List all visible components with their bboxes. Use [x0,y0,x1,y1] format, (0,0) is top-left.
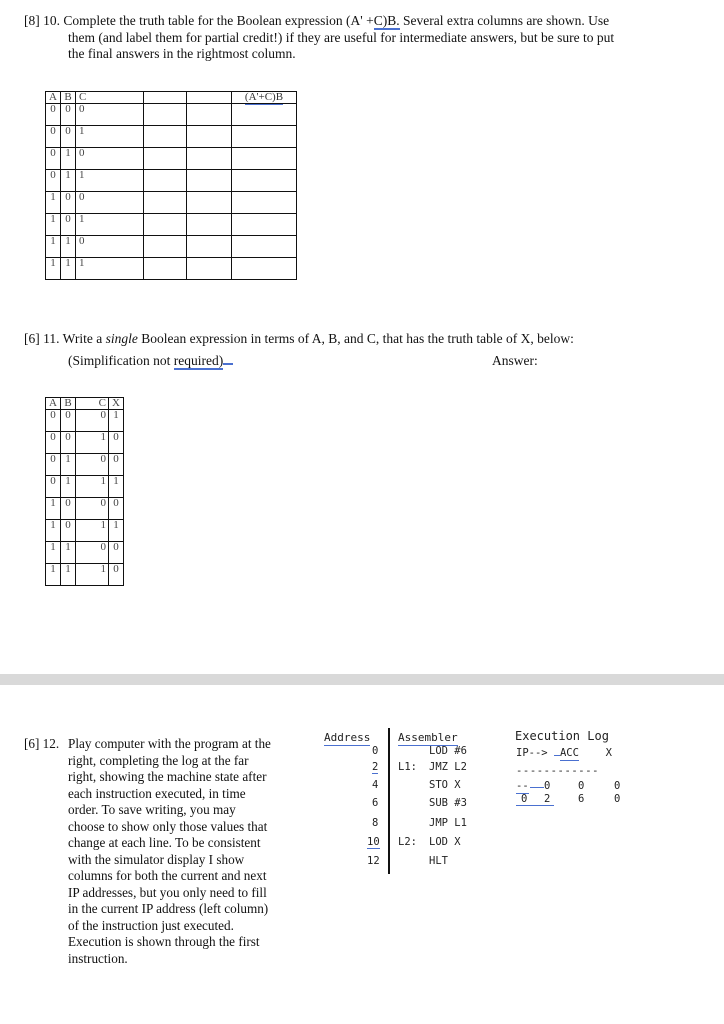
program-address: 6 [372,797,379,809]
q10-cell: 0 [61,104,76,126]
q10-answer-cell[interactable] [144,214,187,236]
q10-expression-underlined: C)B. [373,13,400,28]
q10-header-b: B [61,92,76,104]
q10-row [46,214,297,236]
program-instruction: LOD X [429,836,461,848]
q10-answer-cell[interactable] [187,104,232,126]
program-instruction: HLT [429,855,448,867]
q11-cell: 0 [46,476,61,498]
q12-number: [6] 12. [24,736,60,751]
q11-cell: 0 [46,432,61,454]
q11-row [46,454,124,476]
q10-line1 [24,13,704,30]
q11-cell: 0 [61,432,76,454]
q10-cell: 1 [76,258,144,280]
q10-row [46,192,297,214]
q12-text-line: change at each line. To be consistent [68,835,261,850]
q11-cell: 1 [109,476,124,498]
q10-answer-cell[interactable] [232,214,297,236]
q10-answer-cell[interactable] [232,104,297,126]
q10-truth-table [45,91,297,280]
q10-answer-cell[interactable] [232,258,297,280]
q10-cell: 1 [46,214,61,236]
q11-cell: 1 [61,476,76,498]
q11-cell: 0 [76,454,109,476]
q12-text-line: with the simulator display I show [68,851,245,867]
ip-header: IP--> [516,747,548,759]
q11-cell: 0 [109,542,124,564]
program-assembler-header: Assembler [398,731,458,744]
q11-cell: 1 [61,542,76,564]
q11-cell: 1 [46,542,61,564]
q11-cell: 1 [46,520,61,542]
q10-header-row [46,92,297,104]
q10-cell: 1 [76,214,144,236]
q11-text [24,331,704,348]
q10-header-extra-1[interactable] [144,92,187,104]
q10-row [46,236,297,258]
q10-cell: 1 [61,236,76,258]
q10-cell: 1 [46,236,61,258]
program-address: 12 [367,855,380,867]
program-address: 10 [367,836,380,848]
q10-cell: 1 [46,258,61,280]
q11-text-post: Boolean expression in terms of A, B, and C, that has the truth table of X, below: [137,331,574,346]
q10-line3: the final answers in the rightmost column. [68,46,296,61]
q10-cell: 0 [46,126,61,148]
program-column-divider [388,728,390,874]
execution-log-title: Execution Log [515,729,609,743]
q11-cell: 1 [109,520,124,542]
q10-text-part2: Several extra columns are shown. Use [399,13,610,28]
q11-truth-table [45,397,124,586]
q11-cell: 1 [76,564,109,586]
x-header: X [605,747,612,759]
q11-cell: 0 [61,520,76,542]
q11-row [46,542,124,564]
section-divider [0,674,724,685]
q10-answer-cell[interactable] [232,192,297,214]
q10-cell: 0 [76,192,144,214]
program-address: 4 [372,779,379,791]
q10-cell: 1 [61,258,76,280]
q10-number: [8] 10. [24,13,60,28]
q11-cell: 0 [109,432,124,454]
q10-cell: 0 [46,104,61,126]
q12-text-line: order. To save writing, you may [68,802,236,817]
program-instruction: STO X [429,779,461,791]
q10-answer-cell[interactable] [144,148,187,170]
q10-cell: 1 [46,192,61,214]
q10-row [46,258,297,280]
q11-header-c: C [76,398,109,410]
q10-cell: 0 [61,192,76,214]
log-row-2: 0 2 6 0 [516,793,646,809]
q11-header-row [46,398,124,410]
q10-answer-cell[interactable] [187,236,232,258]
q12-text-line: of the instruction just executed. [68,917,234,933]
acc-header: ACC [559,747,579,759]
q10-answer-cell[interactable] [187,126,232,148]
q10-cell: 1 [76,170,144,192]
q10-answer-cell[interactable] [187,258,232,280]
log-row-1: -- 0 0 0 [516,780,621,792]
q11-text-em: single [105,331,138,346]
q10-cell: 0 [46,170,61,192]
q12-text-line: IP addresses, but you only need to fill [68,884,267,900]
q12-text-line: instruction. [68,950,128,966]
q10-cell: 1 [76,126,144,148]
q11-header-a: A [46,398,61,410]
q11-cell: 0 [109,454,124,476]
q12-text-line: right, completing the log at the far [68,752,249,768]
q10-answer-cell[interactable] [232,236,297,258]
q11-cell: 1 [61,454,76,476]
q10-answer-cell[interactable] [187,148,232,170]
q10-cell: 0 [61,126,76,148]
q12-text-line: right, showing the machine state after [68,769,267,784]
q10-answer-cell[interactable] [144,192,187,214]
q10-cell: 0 [76,104,144,126]
q10-text [24,13,704,63]
q11-cell: 0 [61,410,76,432]
q10-answer-cell[interactable] [144,126,187,148]
q10-cell: 0 [61,214,76,236]
q11-cell: 0 [109,564,124,586]
q11-cell: 0 [46,454,61,476]
q10-answer-cell[interactable] [187,214,232,236]
q11-cell: 0 [61,498,76,520]
q11-cell: 1 [61,564,76,586]
program-instruction: JMZ L2 [429,761,467,773]
q11-text-pre: Write a [62,331,106,346]
q11-cell: 1 [76,520,109,542]
q10-cell: 0 [46,148,61,170]
program-label: L2: [398,836,417,848]
q10-line2: them (and label them for partial credit!) if they are useful for intermediate answers, but be sure to put [68,29,615,45]
q11-cell: 1 [46,564,61,586]
program-instruction: JMP L1 [429,817,467,829]
program-label: L1: [398,761,417,773]
q10-cell: 0 [76,148,144,170]
q10-header-extra-2[interactable] [187,92,232,104]
program-address: 2 [372,761,379,773]
q10-header-a: A [46,92,61,104]
q10-cell: 0 [76,236,144,258]
q11-cell: 0 [46,410,61,432]
q11-row [46,432,124,454]
q11-cell: 0 [109,498,124,520]
q11-simplification-note: (Simplification not required) [68,353,233,370]
q10-header-result: (A'+C)B [232,92,297,104]
q11-row [46,410,124,432]
q10-cell: 1 [61,170,76,192]
q11-cell: 0 [76,542,109,564]
q11-row [46,564,124,586]
program-address: 0 [372,745,379,757]
q11-cell: 1 [109,410,124,432]
q11-header-x: X [109,398,124,410]
q11-cell: 0 [76,410,109,432]
q12-text-line: columns for both the current and next [68,868,267,883]
q10-answer-cell[interactable] [144,170,187,192]
q10-answer-cell[interactable] [187,192,232,214]
program-instruction: SUB #3 [429,797,467,809]
q10-row [46,126,297,148]
q10-header-c: C [76,92,144,104]
program-address-header: Address [324,731,371,744]
q10-cell: 1 [61,148,76,170]
q11-row [46,498,124,520]
q10-answer-cell[interactable] [144,104,187,126]
q10-answer-cell[interactable] [144,236,187,258]
q10-row [46,104,297,126]
program-instruction: LOD #6 [429,745,467,757]
q12-text-line: Execution is shown through the first [68,934,260,949]
q12-text-line: each instruction executed, in time [68,785,246,801]
q11-cell: 1 [76,476,109,498]
q11-row [46,476,124,498]
q11-cell: 0 [76,498,109,520]
execution-log-header [516,747,612,759]
q11-cell: 1 [46,498,61,520]
q11-header-b: B [61,398,76,410]
execution-log-dashes: ------------ [516,765,600,777]
q12-text-line: in the current IP address (left column) [68,901,269,916]
q10-answer-cell[interactable] [232,148,297,170]
q10-answer-cell[interactable] [144,258,187,280]
q10-row [46,170,297,192]
q10-text-part1: Complete the truth table for the Boolean expression (A' + [63,13,374,28]
q10-row [46,148,297,170]
q11-answer-label: Answer: [492,353,538,368]
q11-number: [6] 11. [24,331,60,346]
program-address: 8 [372,817,379,829]
q12-text-line: choose to show only those values that [68,818,268,834]
q10-answer-cell[interactable] [187,170,232,192]
q11-row [46,520,124,542]
q12-text-line: Play computer with the program at the [68,736,271,751]
q11-cell: 1 [76,432,109,454]
q10-answer-cell[interactable] [232,126,297,148]
q10-answer-cell[interactable] [232,170,297,192]
q11-required-underlined: required) [173,353,224,368]
